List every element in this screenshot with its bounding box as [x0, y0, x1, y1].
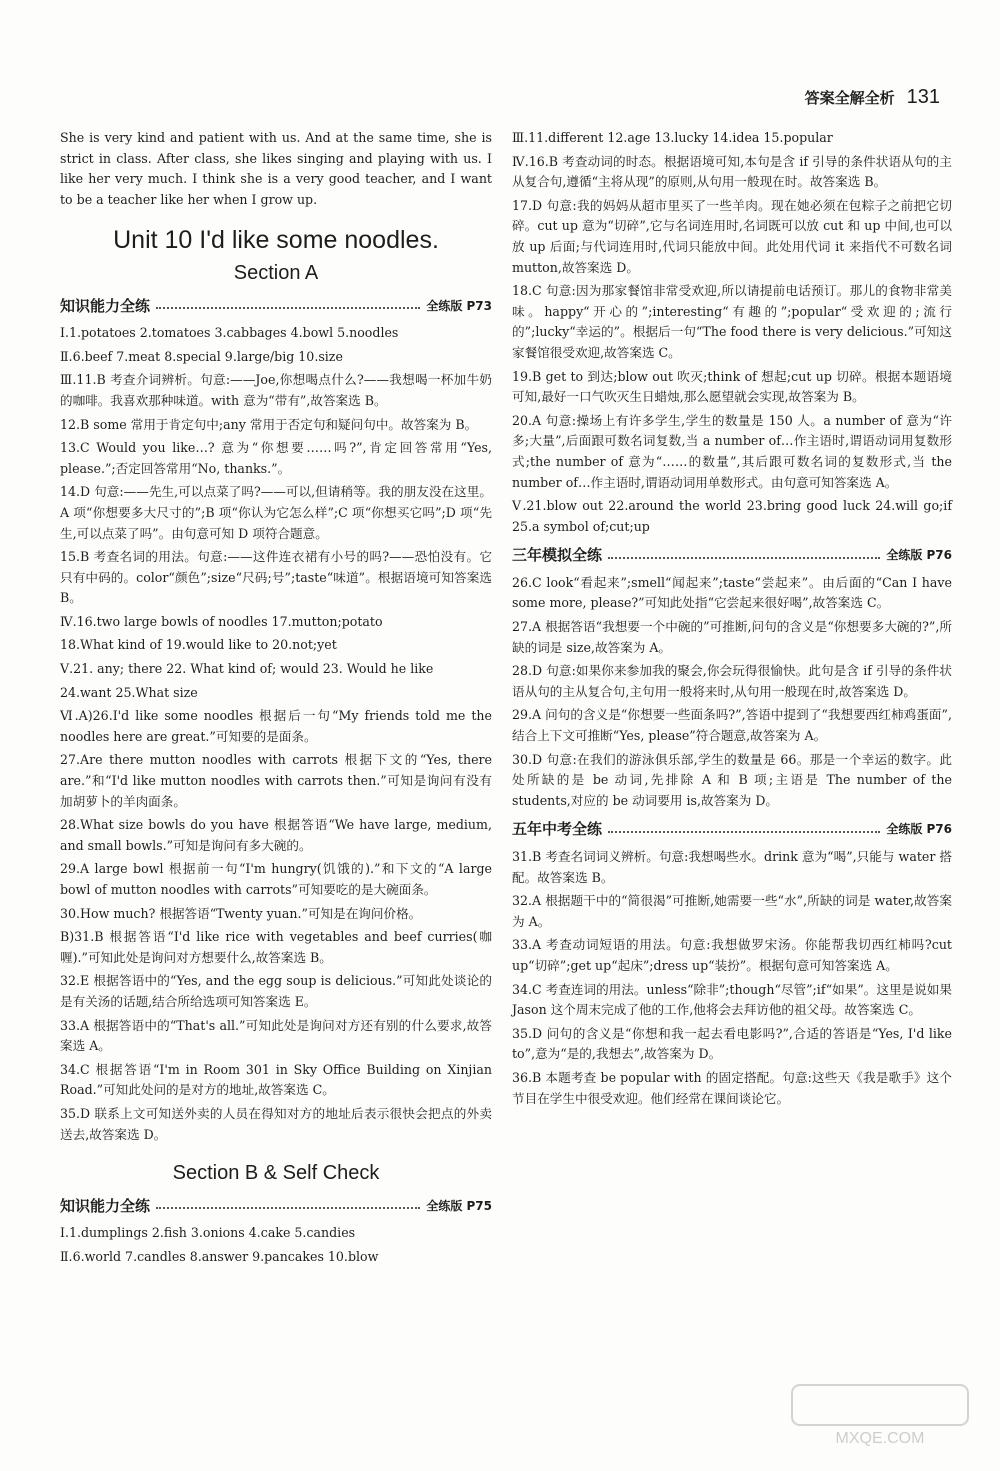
answer-item: 32.A 根据题干中的“简很渴”可推断,她需要一些“水”,所缺的词是 water,故答案为 A。 [512, 893, 952, 929]
answer-item: 27.A 根据答语“我想要一个中碗的”可推断,问句的含义是“你想要多大碗的?”,所缺的词是 size,故答案为 A。 [512, 619, 952, 655]
answer-item: 34.C 考查连词的用法。unless“除非”;though“尽管”;if“如果”。这里是说如果 Jason 这个周末完成了他的工作,他将会去拜访他的祖父母。故答案选 C。 [512, 981, 952, 1018]
answer-item: 35.D 问句的含义是“你想和我一起去看电影吗?”,合适的答语是“Yes, I'd like to”,意为“是的,我想去”,故答案为 D。 [512, 1025, 952, 1062]
answer-item: 34.C 根据答语“I'm in Room 301 in Sky Office Building on Xinjian Road.”可知此处问的是对方的地址,故答案选 C。 [60, 1061, 492, 1098]
left-column [60, 128, 492, 1271]
dotted-leader [608, 557, 880, 559]
answer-item: 30.How much? 根据答语“Twenty yuan.”可知是在询问价格。 [60, 905, 422, 921]
bar-ref: 全练版 P73 [426, 298, 492, 313]
answer-item: 27.Are there mutton noodles with carrots 根据下文的“Yes, there are.”和“I'd like mutton noodles with carrots then.”可知是询问有没有加胡萝卜的羊肉面条。 [60, 752, 492, 809]
answer-item: Ⅰ.1.potatoes 2.tomatoes 3.cabbages 4.bowl 5.noodles [60, 325, 399, 341]
answer-item: 18.C 句意:因为那家餐馆非常受欢迎,所以请提前电话预订。那儿的食物非常美味。happy“开心的”;interesting“有趣的”;popular“受欢迎的;流行的”;lucky“幸运的”。根据后一句“The food there is very delicious.”可知这家餐馆很受欢迎,故答案选 C。 [512, 283, 952, 360]
answer-item: 19.B get to 到达;blow out 吹灭;think of 想起;cut up 切碎。根据本题语境可知,最好一口气吹灭生日蜡烛,那么愿望就会实现,故答案为 B。 [512, 368, 952, 405]
answer-item: 18.What kind of 19.would like to 20.not;yet [60, 637, 337, 653]
answer-item: 33.A 根据答语中的“That's all.”可知此处是询问对方还有别的什么要求,故答案选 A。 [60, 1017, 492, 1054]
bar-ref: 全练版 P76 [886, 548, 952, 563]
section-bar [512, 545, 952, 566]
answer-item: 32.E 根据答语中的“Yes, and the egg soup is delicious.”可知此处谈论的是有关汤的话题,结合所给选项可知答案选 E。 [60, 973, 492, 1009]
answer-item: 17.D 句意:我的妈妈从超市里买了一些羊肉。现在她必须在包粽子之前把它切碎。cut up 意为“切碎”,它与名词连用时,名词既可以放 cut 和 up 中间,也可以放 up 后面;与代词连用时,代词只能放中间。此处用代词 it 来指代不可数名词 mutton,故答案选 D。 [512, 197, 952, 275]
answer-item: 20.A 句意:操场上有许多学生,学生的数量是 150 人。a number of 意为“许多;大量”,后面跟可数名词复数,当 a number of…作主语时,谓语动词用复数形式;the number of 意为“……的数量”,其后跟可数名词的复数形式,当 the number of…作主语时,谓语动词用单数形式。由句意可知答案选 A。 [512, 412, 952, 490]
answer-item: 15.B 考查名词的用法。句意:——这件连衣裙有小号的吗?——恐怕没有。它只有中码的。color“颜色”;size“尺码;号”;taste“味道”。根据语境可知答案选 B。 [60, 549, 492, 606]
dotted-leader [608, 831, 880, 833]
answer-item: Ⅳ.16.two large bowls of noodles 17.mutton;potato [60, 613, 383, 629]
answer-item: 29.A large bowl 根据前一句“I'm hungry(饥饿的).”和下文的“A large bowl of mutton noodles with carrots”可知要吃的是大碗面条。 [60, 861, 492, 897]
bar-name: 知识能力全练 [60, 1196, 151, 1215]
answer-item: Ⅴ.21.blow out 22.around the world 23.bring good luck 24.will go;if 25.a symbol of;cut;up [512, 498, 952, 534]
dotted-leader [156, 307, 420, 309]
dotted-leader [156, 1207, 420, 1209]
page-header [805, 86, 940, 109]
bar-ref: 全练版 P76 [886, 822, 952, 837]
answer-list [512, 573, 952, 812]
answer-item: Ⅳ.16.B 考查动词的时态。根据语境可知,本句是含 if 引导的条件状语从句的主从复合句,遵循“主将从现”的原则,从句用一般现在时。故答案选 B。 [512, 153, 952, 190]
header-title: 答案全解全析 [804, 89, 895, 107]
answer-item: 24.want 25.What size [60, 684, 198, 700]
answer-item: 14.D 句意:——先生,可以点菜了吗?——可以,但请稍等。我的朋友没在这里。A 项“你想要多大尺寸的”;B 项“你认为它怎么样”;C 项“你想买它吗”;D 项“先生,可以点菜了吗”。由句意可知 D 项符合题意。 [60, 484, 492, 541]
bar-name: 五年中考全练 [512, 820, 603, 839]
answer-item: Ⅱ.6.world 7.candles 8.answer 9.pancakes 10.blow [60, 1248, 379, 1264]
answer-item: 13.C Would you like…? 意为“你想要……吗?”,肯定回答常用“Yes, please.”;否定回答常用“No, thanks.”。 [60, 440, 492, 476]
answer-item: Ⅱ.6.beef 7.meat 8.special 9.large/big 10.size [60, 348, 343, 364]
answer-item: 35.D 联系上文可知送外卖的人员在得知对方的地址后表示很快会把点的外卖送去,故答案选 D。 [60, 1105, 492, 1142]
page-number: 131 [906, 86, 940, 108]
answer-item: Ⅴ.21. any; there 22. What kind of; would 23. Would he like [60, 661, 434, 677]
answer-list [512, 847, 952, 1109]
answer-item: B)31.B 根据答语“I'd like rice with vegetables and beef curries(咖喱).”可知此处是询问对方想要什么,故答案选 B。 [60, 929, 492, 965]
answer-list [512, 128, 952, 537]
right-column [512, 128, 952, 1112]
intro-paragraph: She is very kind and patient with us. And at the same time, she is strict in class. After class, she likes singing and playing with us. I like her very much. I think she is a very good teacher, and I want to be a teacher like her when I grow up. [60, 130, 492, 207]
section-bar [60, 296, 492, 317]
answer-item: Ⅲ.11.B 考查介词辨析。句意:——Joe,你想喝点什么?——我想喝一杯加牛奶的咖啡。我喜欢那种味道。with 意为“带有”,故答案选 B。 [60, 372, 492, 408]
answer-list [60, 1223, 492, 1267]
answer-item: 29.A 问句的含义是“你想要一些面条吗?”,答语中提到了“我想要西红柿鸡蛋面”,结合上下文可推断“Yes, please”符合题意,故答案为 A。 [512, 707, 952, 744]
answer-item: Ⅵ.A)26.I'd like some noodles 根据后一句“My friends told me the noodles here are great.”可知要的是面条。 [60, 708, 492, 744]
bar-ref: 全练版 P75 [426, 1198, 492, 1213]
watermark-text: MXQE.COM [835, 1430, 925, 1447]
section-a-title: Section A [233, 261, 319, 284]
answer-item: Ⅲ.11.different 12.age 13.lucky 14.idea 15.popular [512, 130, 833, 145]
answer-item: 31.B 考查名词词义辨析。句意:我想喝些水。drink 意为“喝”,只能与 water 搭配。故答案选 B。 [512, 849, 952, 885]
section-bar [512, 819, 952, 840]
bar-name: 知识能力全练 [60, 296, 151, 315]
bar-name: 三年模拟全练 [512, 546, 603, 565]
answer-item: 30.D 句意:在我们的游泳俱乐部,学生的数量是 66。那是一个幸运的数字。此处所缺的是 be 动词,先排除 A 和 B 项;主语是 The number of the students,对应的 be 动词要用 is,故答案为 D。 [512, 751, 952, 808]
answer-item: Ⅰ.1.dumplings 2.fish 3.onions 4.cake 5.candies [60, 1225, 356, 1241]
answer-list [60, 323, 492, 1145]
section-bar [60, 1196, 492, 1217]
answer-item: 28.D 句意:如果你来参加我的聚会,你会玩得很愉快。此句是含 if 引导的条件状语从句的主从复合句,主句用一般将来时,从句用一般现在时,故答案选 D。 [512, 663, 952, 699]
watermark-logo [790, 1381, 970, 1451]
answer-item: 12.B some 常用于肯定句中;any 常用于否定句和疑问句中。故答案为 B。 [60, 416, 478, 432]
answer-item: 28.What size bowls do you have 根据答语“We have large, medium, and small bowls.”可知是询问有多大碗的。 [60, 817, 492, 853]
section-b-title: Section B & Self Check [172, 1162, 380, 1185]
unit-title: Unit 10 I'd like some noodles. [113, 226, 439, 255]
answer-item: 33.A 考查动词短语的用法。句意:我想做罗宋汤。你能帮我切西红柿吗?cut up“切碎”;get up“起床”;dress up“装扮”。根据句意可知答案选 A。 [512, 937, 952, 973]
answer-item: 26.C look“看起来”;smell“闻起来”;taste“尝起来”。由后面的“Can I have some more, please?”可知此处指“它尝起来很好喝”,故答案选 C。 [512, 574, 952, 611]
answer-item: 36.B 本题考查 be popular with 的固定搭配。句意:这些天《我是歌手》这个节目在学生中很受欢迎。他们经常在课间谈论它。 [512, 1069, 952, 1106]
